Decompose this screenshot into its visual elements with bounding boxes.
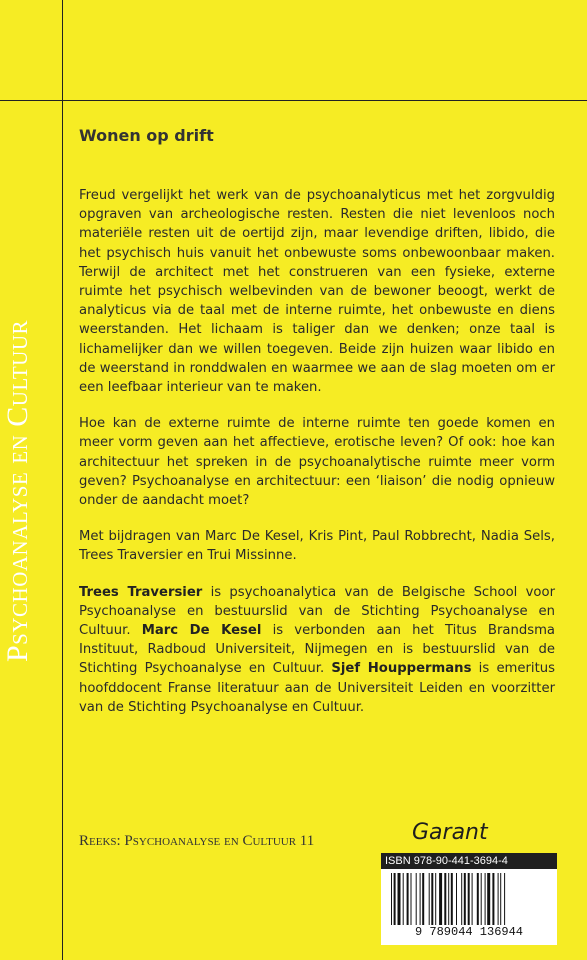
bio-text-2: is verbonden aan het Titus Brandsma Instituut, Radboud Universiteit, Nijmegen en is bestuurslid van de Stichting Psychoanalyse en Cultuur. — [79, 623, 555, 677]
bio-text-1: is psychoanalytica van de Belgische School voor Psychoanalyse en bestuurslid van de Stichting Psychoanalyse en Cultuur. — [79, 584, 555, 639]
bio-name-3: Sjef Houppermans — [331, 661, 472, 677]
barcode-bars — [391, 873, 549, 925]
barcode — [381, 869, 557, 945]
blurb-paragraph-3: Met bijdragen van Marc De Kesel, Kris Pint, Paul Robbrecht, Nadia Sels, Trees Traversier en Trui Missinne. — [79, 529, 555, 564]
bio-text-3: is emeritus hoofddocent Franse literatuur aan de Universiteit Leiden en voorzitter van de Stichting Psychoanalyse en Cultuur. — [79, 661, 555, 715]
barcode-number: 9 789044 136944 — [414, 925, 524, 939]
book-title: Wonen op drift — [79, 126, 214, 145]
series-label: Reeks: Psychoanalyse en Cultuur 11 — [79, 833, 315, 849]
blurb — [79, 186, 555, 734]
bio-name-1: Trees Traversier — [79, 584, 203, 600]
horizontal-rule — [0, 100, 587, 101]
author-bios — [79, 583, 555, 717]
blurb-paragraph-2: Hoe kan de externe ruimte de interne ruimte ten goede komen en meer vorm geven aan het affectieve, erotische leven? Of ook: hoe kan architectuur het spreken in de psychoanalytische ruimte meer vorm geven? Psychoanalyse en architectuur: een ‘liaison’ die nodig opnieuw onder de aandacht moet? — [79, 416, 555, 509]
publisher-logo: Garant — [412, 820, 488, 845]
series-spine-text: Psychoanalyse en Cultuur — [1, 320, 34, 662]
isbn-label: ISBN 978-90-441-3694-4 — [381, 853, 557, 869]
bio-name-2: Marc De Kesel — [141, 623, 262, 639]
blurb-paragraph-1: Freud vergelijkt het werk van de psychoanalyticus met het zorgvuldig opgraven van archeologische resten. Resten die niet levenloos noch materiële resten uit de oertijd zijn, maar levendige driften, libido, die het psychisch huis vanuit het onbewuste soms onbewoonbaar maken. Terwijl de architect met het construeren van een fysieke, externe ruimte het psychisch welbevinden van de bewoner beoogt, werkt de analyticus via de taal met de interne ruimte, het onbewuste en diens weerstanden. Het lichaam is taliger dan we denken; onze taal is lichamelijker dan we willen toegeven. Beide zijn huizen waar libido en de weerstand in ronddwalen en waarmee we aan de slag moeten om er een leefbaar interieur van te maken. — [79, 188, 555, 396]
vertical-rule — [62, 0, 63, 960]
